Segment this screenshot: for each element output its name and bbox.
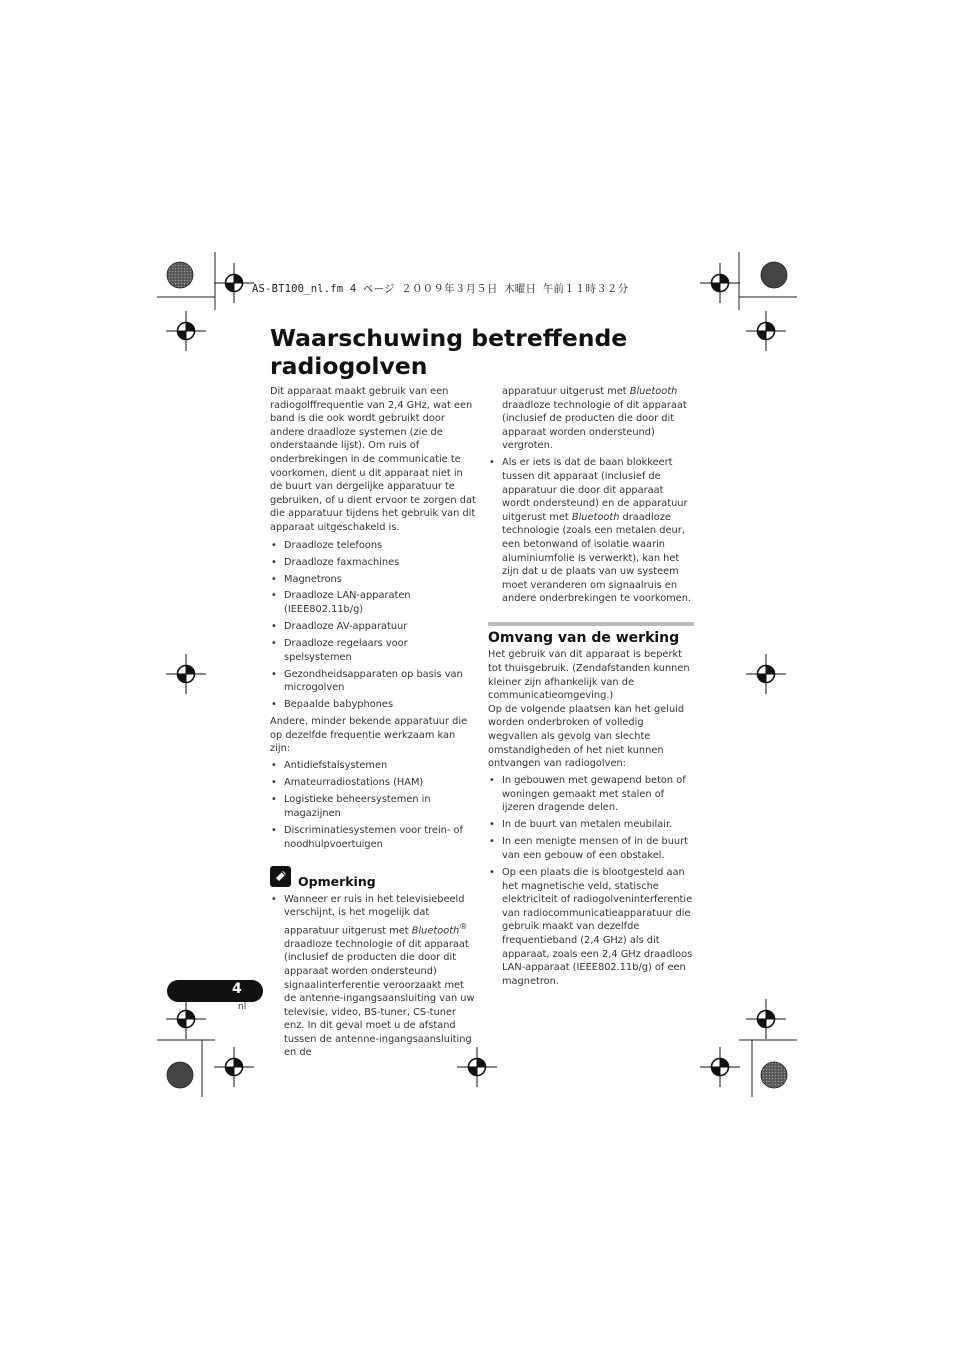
other-intro-paragraph: Andere, minder bekende apparatuur die op dezelfde frequentie werkzaam kan zijn: [270, 716, 468, 755]
intro-paragraph: Dit apparaat maakt gebruik van een radiogolffrequentie van 2,4 GHz, wat een band is die ook wordt gebruikt door andere draadloze systemen (zie de onderstaande lijst). Om ruis of onderbrekingen in de communicatie te voorkomen, dient u dit apparaat niet in de buurt van dergelijke apparatuur te gebruiken, of u dient ervoor te zorgen dat die apparatuur tijdens het gebruik van dit apparaat uitgeschakeld is. [270, 386, 476, 533]
list-item: • Logistieke beheersystemen in magazijnen [270, 793, 476, 820]
page-title [270, 324, 690, 380]
list-item: • Bepaalde babyphones [270, 698, 476, 712]
bluetooth-brand: Bluetooth [571, 511, 620, 523]
note-continuation: apparatuur uitgerust met Bluetooth draadloze technologie of dit apparaat (inclusief de producten die door dit apparaat worden ondersteund) vergroten. [502, 386, 687, 452]
list-item: • In een menigte mensen of in de buurt van een gebouw of een obstakel. [488, 835, 694, 862]
list-item: • Magnetrons [270, 573, 476, 587]
other-device-list [270, 759, 476, 851]
location-list [488, 774, 694, 988]
list-item: • Draadloze AV-apparatuur [270, 620, 476, 634]
section-title: Omvang van de werking [488, 629, 680, 646]
left-column [270, 385, 476, 1063]
page-number-tab [167, 980, 263, 1002]
note-heading [270, 865, 476, 889]
list-item: • Antidiefstalsystemen [270, 759, 476, 773]
note-title: Opmerking [298, 874, 376, 890]
bluetooth-brand: Bluetooth [629, 386, 678, 397]
list-item: • In gebouwen met gewapend beton of woningen gemaakt met stalen of ijzeren dragende delen. [488, 774, 694, 815]
device-list [270, 539, 476, 712]
section-paragraph-1: Het gebruik van dit apparaat is beperkt tot thuisgebruik. (Zendafstanden kunnen kleiner zijn afhankelijk van de communicatieomgeving.) [488, 649, 690, 702]
list-item: • Draadloze regelaars voor spelsystemen [270, 637, 476, 664]
registered-mark: ® [459, 920, 468, 931]
section-divider [488, 622, 694, 626]
pencil-note-icon [270, 866, 291, 887]
note-list-continued [488, 456, 694, 606]
list-item: • Draadloze telefoons [270, 539, 476, 553]
list-item: • Discriminatiesystemen voor trein- of noodhulpvoertuigen [270, 824, 476, 851]
title-line-2: radiogolven [270, 352, 428, 380]
note-list [270, 893, 476, 1060]
bluetooth-brand: Bluetooth [411, 925, 460, 937]
list-item: • In de buurt van metalen meubilair. [488, 818, 694, 832]
file-info-header: AS-BT100_nl.fm 4 ページ ２００９年３月５日 木曜日 午前１１時３２分 [252, 283, 629, 295]
list-item: • Draadloze LAN-apparaten (IEEE802.11b/g) [270, 589, 476, 616]
starburst-mark [167, 262, 787, 1088]
title-line-1: Waarschuwing betreffende [270, 324, 628, 352]
list-item: • Wanneer er ruis in het televisiebeeld verschijnt, is het mogelijk dat apparatuur uitgerust met Bluetooth® draadloze technologie of dit apparaat (inclusief de producten die door dit apparaat worden ondersteund) signaalinterferentie veroorzaakt met de antenne-ingangsaansluiting van uw televisie, video, BS-tuner, CS-tuner enz. In dit geval moet u de afstand tussen de antenne-ingangsaansluiting en de [270, 893, 476, 1060]
section-paragraph-2: Op de volgende plaatsen kan het geluid worden onderbroken of volledig wegvallen als gevolg van slechte omstandigheden of het niet kunnen ontvangen van radiogolven: [488, 703, 685, 770]
list-item: • Op een plaats die is blootgesteld aan het magnetische veld, statische elektriciteit of radiogolveninterferentie van radiocommunicatieapparatuur die gebruik maakt van dezelfde frequentieband (2,4 GHz) als dit apparaat, zoals een 2,4 GHz draadloos LAN-apparaat (IEEE802.11b/g) of een magnetron. [488, 866, 694, 988]
list-item: • Gezondheidsapparaten op basis van microgolven [270, 668, 476, 695]
page-number: 4 [232, 981, 242, 997]
list-item: • Amateurradiostations (HAM) [270, 776, 476, 790]
page-language: nl [238, 1002, 247, 1012]
right-column [488, 385, 694, 992]
list-item: • Als er iets is dat de baan blokkeert tussen dit apparaat (inclusief de apparatuur die door dit apparaat wordt ondersteund) en de apparatuur uitgerust met Bluetooth draadloze technologie (zoals een metalen deur, een betonwand of isolatie waarin aluminiumfolie is verwerkt), kan het zijn dat u de plaats van uw systeem moet veranderen om signaalruis en andere onderbrekingen te voorkomen. [488, 456, 694, 606]
list-item: • Draadloze faxmachines [270, 556, 476, 570]
